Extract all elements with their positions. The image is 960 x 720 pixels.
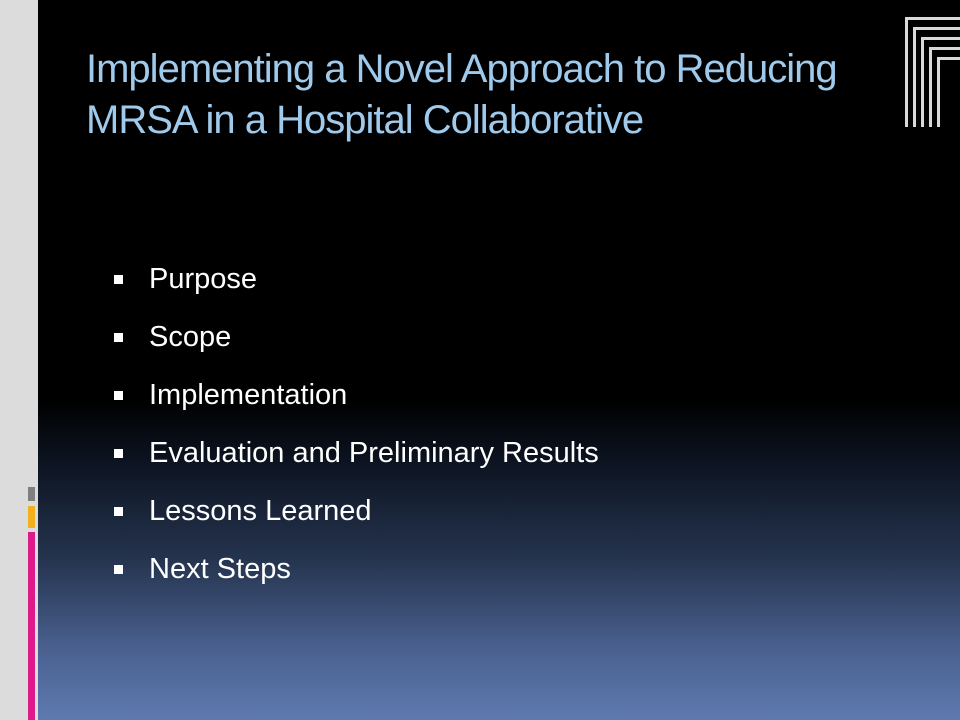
square-bullet-icon [114,507,123,516]
square-bullet-icon [114,565,123,574]
bullet-item [114,250,599,308]
square-bullet-icon [114,391,123,400]
square-bullet-icon [114,449,123,458]
bullet-label-next-steps: Next Steps [149,552,291,585]
bullet-list [114,250,599,598]
bullet-item [114,424,599,482]
slide-title: Implementing a Novel Approach to Reducing MRSA in a Hospital Collaborative [86,47,837,142]
bullet-item [114,366,599,424]
corner-lines-decoration [905,17,960,127]
bullet-label-scope: Scope [149,320,232,353]
bullet-label-lessons: Lessons Learned [149,494,372,527]
square-bullet-icon [114,333,123,342]
bullet-label-implementation: Implementation [149,378,348,411]
accent-bar-gold [28,506,35,528]
accent-bar-magenta [28,532,35,720]
bullet-item [114,482,599,540]
bullet-item [114,540,599,598]
bullet-item [114,308,599,366]
bullet-label-purpose: Purpose [149,262,258,295]
bullet-label-evaluation: Evaluation and Preliminary Results [149,436,599,469]
accent-bar-gray [28,487,35,501]
square-bullet-icon [114,275,123,284]
